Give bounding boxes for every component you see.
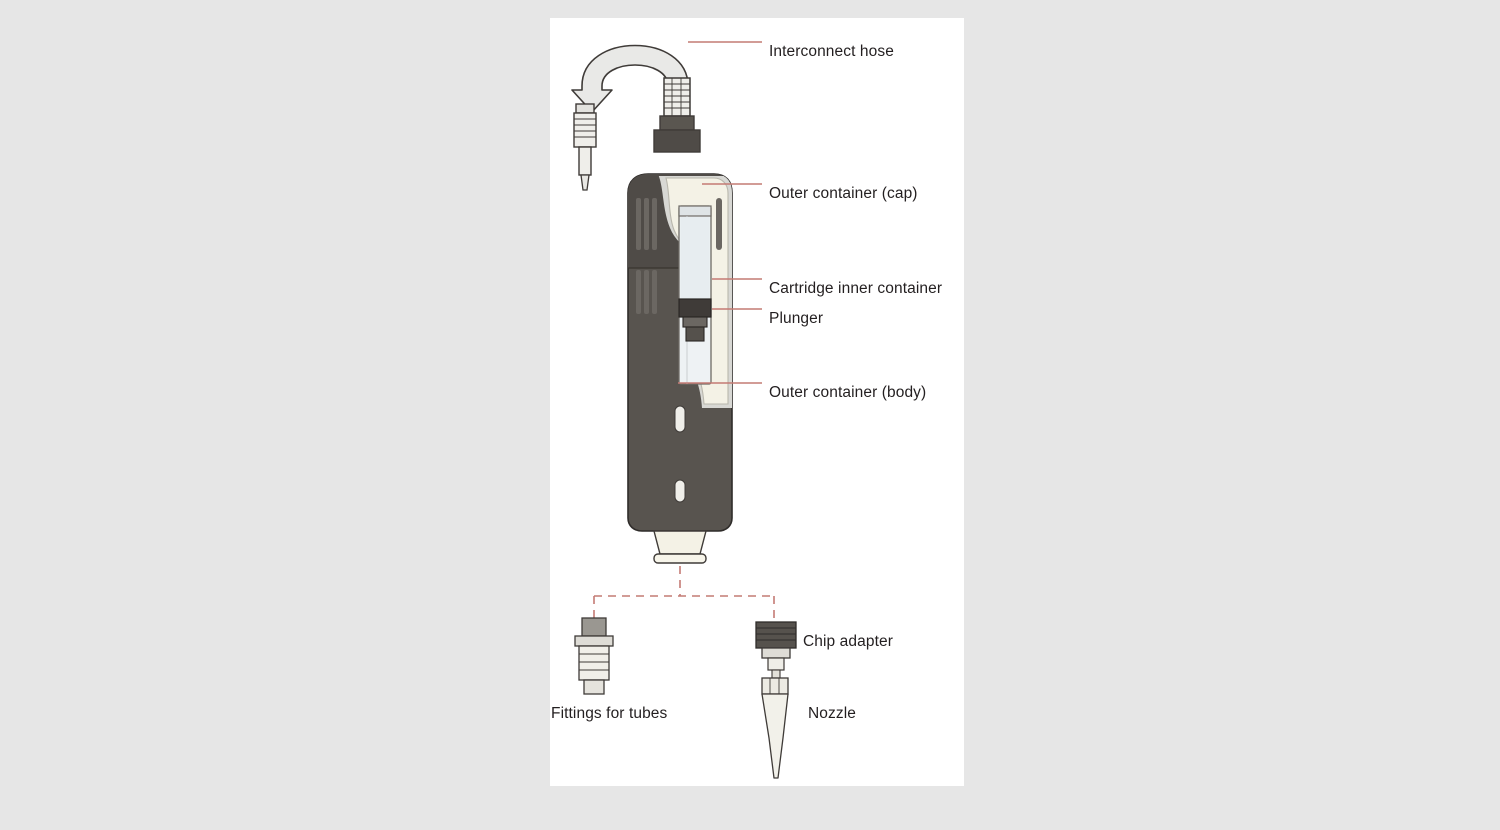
hose-right-connector: [654, 78, 700, 152]
label-interconnect-hose: Interconnect hose: [769, 43, 894, 60]
dashed-connector-tree: [594, 566, 774, 618]
outer-container-body-graphic: [628, 174, 732, 563]
body-outlet: [654, 531, 706, 563]
label-cartridge-inner-container: Cartridge inner container: [769, 280, 943, 297]
interconnect-hose-graphic: [572, 46, 700, 191]
label-nozzle: Nozzle: [808, 705, 856, 722]
label-fittings-for-tubes: Fittings for tubes: [551, 705, 668, 722]
body-window-lower: [675, 480, 685, 502]
cap-ribs-left: [636, 198, 657, 250]
label-plunger: Plunger: [769, 310, 824, 327]
chip-adapter-graphic: [756, 622, 796, 678]
diagram-svg: [550, 18, 964, 786]
cap-ribs-right: [716, 198, 722, 250]
label-chip-adapter: Chip adapter: [803, 633, 893, 650]
cartridge-inner-container-graphic: [679, 206, 711, 384]
fittings-for-tubes-graphic: [575, 618, 613, 694]
hose-left-connector: [574, 104, 596, 190]
diagram-figure: [550, 18, 964, 786]
nozzle-graphic: [762, 678, 788, 778]
label-outer-container-body: Outer container (body): [769, 384, 927, 401]
label-outer-container-cap: Outer container (cap): [769, 185, 918, 202]
body-window-upper: [675, 406, 685, 432]
body-ribs: [636, 270, 657, 314]
